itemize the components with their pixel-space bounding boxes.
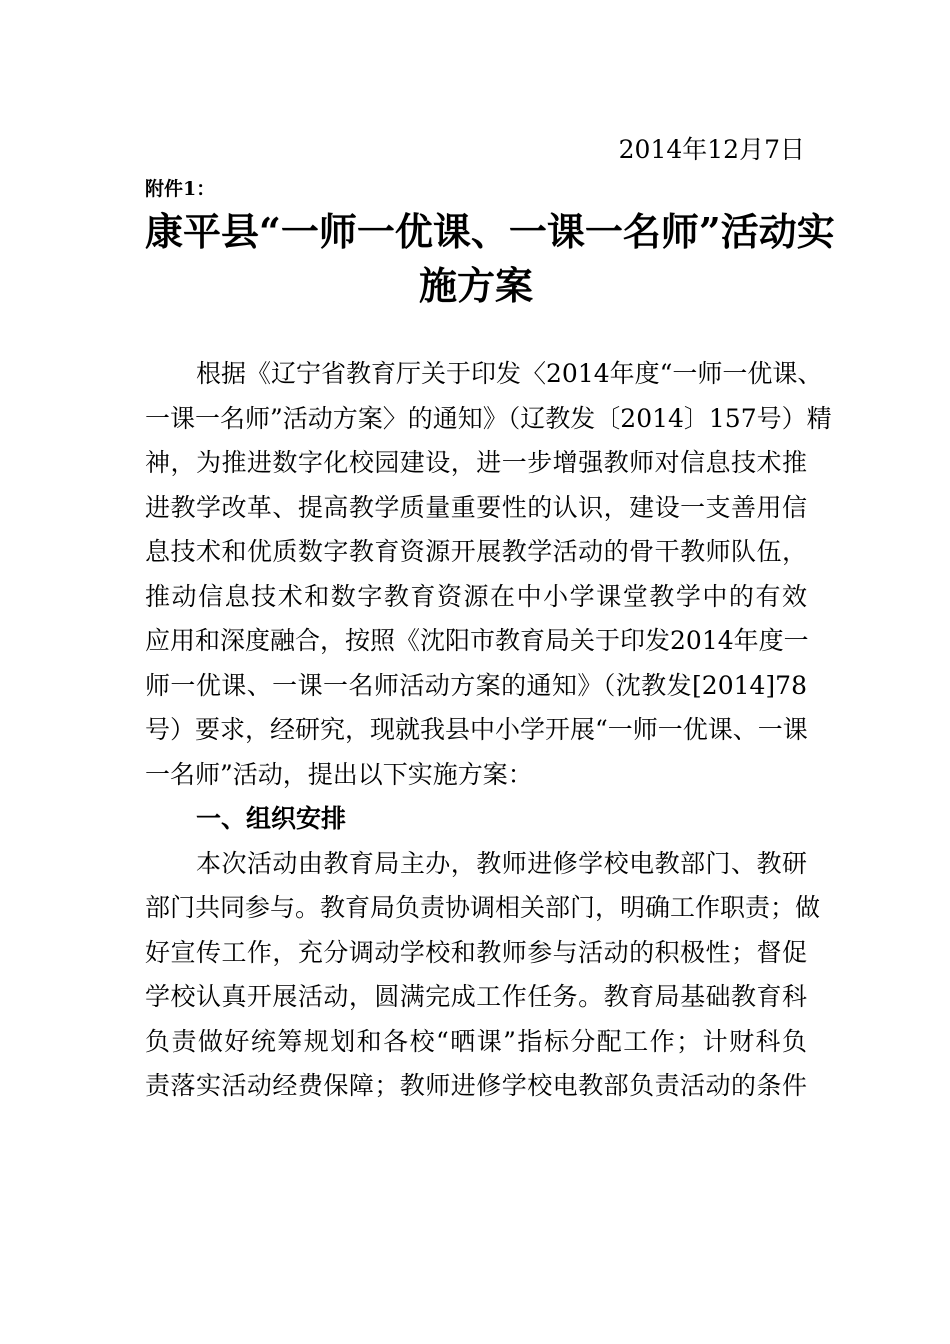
intro-line: 号）要求，经研究，现就我县中小学开展“一师一优课、一课 — [145, 715, 808, 744]
intro-paragraph — [145, 352, 832, 797]
section-paragraph — [145, 842, 821, 1109]
intro-line: 一名师”活动，提出以下实施方案： — [145, 759, 533, 789]
section-line: 本次活动由教育局主办，教师进修学校电教部门、教研 — [196, 848, 807, 878]
section-line: 负责做好统筹规划和各校“晒课”指标分配工作；计财科负 — [145, 1026, 807, 1056]
intro-line: 一课一名师”活动方案〉的通知》（辽教发〔2014〕157号）精 — [145, 403, 832, 433]
intro-line: 根据《辽宁省教育厅关于印发〈2014年度“一师一优课、 — [196, 359, 823, 388]
document-date: 2014年12月7日 — [618, 135, 805, 164]
intro-line: 进教学改革、提高教学质量重要性的认识，建设一支善用信 — [145, 492, 807, 522]
document-body — [145, 352, 832, 1109]
intro-line: 师一优课、一课一名师活动方案的通知》（沈教发[2014]78 — [145, 670, 807, 700]
attachment-label: 附件1： — [145, 178, 216, 200]
title-line-1: 康平县“一师一优课、一课一名师”活动实 — [145, 209, 835, 254]
section-line: 部门共同参与。教育局负责协调相关部门，明确工作职责；做 — [145, 893, 821, 922]
section-heading-organization: 一、组织安排 — [196, 804, 347, 833]
intro-line: 息技术和优质数字教育资源开展教学活动的骨干教师队伍， — [145, 537, 807, 566]
section-line: 学校认真开展活动，圆满完成工作任务。教育局基础教育科 — [145, 982, 807, 1011]
intro-line: 应用和深度融合，按照《沈阳市教育局关于印发2014年度一 — [145, 626, 809, 655]
intro-line: 推动信息技术和数字教育资源在中小学课堂教学中的有效 — [145, 581, 807, 611]
document-title — [145, 205, 835, 313]
title-line-2: 施方案 — [418, 263, 533, 308]
section-line: 责落实活动经费保障；教师进修学校电教部负责活动的条件 — [145, 1071, 807, 1100]
section-line: 好宣传工作，充分调动学校和教师参与活动的积极性；督促 — [145, 937, 807, 967]
intro-line: 神，为推进数字化校园建设，进一步增强教师对信息技术推 — [145, 448, 807, 477]
